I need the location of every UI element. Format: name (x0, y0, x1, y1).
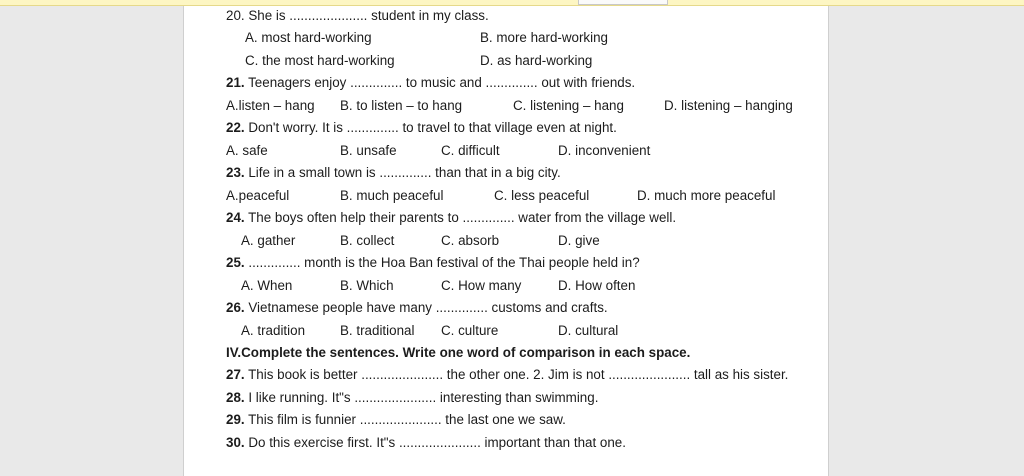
question-number: 22. (226, 120, 245, 135)
question-number: 29. (226, 412, 245, 427)
question-21 (226, 75, 635, 91)
question-23-stem: Life in a small town is .............. than that in a big city. (248, 165, 561, 180)
question-25-option-d: D. How often (558, 278, 636, 293)
question-26-stem: Vietnamese people have many .............. customs and crafts. (248, 300, 608, 315)
question-22-option-b: B. unsafe (340, 143, 397, 158)
question-number: 21. (226, 75, 245, 90)
question-22-option-c: C. difficult (441, 143, 500, 158)
document-page (183, 6, 829, 476)
question-26-option-c: C. culture (441, 323, 499, 338)
question-24-option-c: C. absorb (441, 233, 500, 248)
question-29 (226, 412, 566, 428)
question-number: 24. (226, 210, 245, 225)
question-30-stem: Do this exercise first. It"s ...................... important than that one. (248, 435, 626, 450)
question-29-stem: This film is funnier ...................... the last one we saw. (248, 412, 566, 427)
question-25-option-c: C. How many (441, 278, 522, 293)
question-23-option-a: A.peaceful (226, 188, 290, 203)
top-bar-tab[interactable] (578, 0, 668, 5)
question-20-option-b: B. more hard-working (480, 30, 609, 45)
question-26 (226, 300, 608, 316)
question-25 (226, 255, 640, 271)
question-22-stem: Don't worry. It is .............. to travel to that village even at night. (248, 120, 617, 135)
question-23-option-d: D. much more peaceful (637, 188, 776, 203)
question-20-option-d: D. as hard-working (480, 53, 593, 68)
question-20-option-c: C. the most hard-working (245, 53, 395, 68)
question-24 (226, 210, 676, 226)
question-23-option-c: C. less peaceful (494, 188, 590, 203)
question-25-option-b: B. Which (340, 278, 394, 293)
question-26-option-d: D. cultural (558, 323, 619, 338)
question-25-stem: .............. month is the Hoa Ban festival of the Thai people held in? (248, 255, 640, 270)
question-20-option-a: A. most hard-working (245, 30, 372, 45)
question-24-option-a: A. gather (241, 233, 296, 248)
question-number: 26. (226, 300, 245, 315)
question-number: 28. (226, 390, 245, 405)
question-21-stem: Teenagers enjoy .............. to music and .............. out with friends. (248, 75, 636, 90)
question-number: 25. (226, 255, 245, 270)
question-27-stem: This book is better ...................... the other one. 2. Jim is not ...................... tall as his sister. (248, 367, 789, 382)
question-28 (226, 390, 598, 406)
question-23-option-b: B. much peaceful (340, 188, 444, 203)
question-26-option-b: B. traditional (340, 323, 415, 338)
question-21-option-d: D. listening – hanging (664, 98, 793, 113)
question-24-stem: The boys often help their parents to .............. water from the village well. (248, 210, 677, 225)
question-number: 23. (226, 165, 245, 180)
question-number: 27. (226, 367, 245, 382)
question-28-stem: I like running. It"s ...................... interesting than swimming. (248, 390, 599, 405)
section-heading: IV.Complete the sentences. Write one word of comparison in each space. (226, 345, 691, 360)
question-26-option-a: A. tradition (241, 323, 306, 338)
question-22-option-a: A. safe (226, 143, 268, 158)
question-21-option-a: A.listen – hang (226, 98, 315, 113)
question-21-option-c: C. listening – hang (513, 98, 624, 113)
question-30 (226, 435, 626, 451)
question-24-option-d: D. give (558, 233, 600, 248)
question-22 (226, 120, 617, 136)
question-24-option-b: B. collect (340, 233, 395, 248)
question-23 (226, 165, 561, 181)
question-27 (226, 367, 788, 383)
question-25-option-a: A. When (241, 278, 293, 293)
question-20-stem: 20. She is ..................... student in my class. (226, 8, 489, 23)
question-number: 30. (226, 435, 245, 450)
question-22-option-d: D. inconvenient (558, 143, 651, 158)
question-21-option-b: B. to listen – to hang (340, 98, 463, 113)
